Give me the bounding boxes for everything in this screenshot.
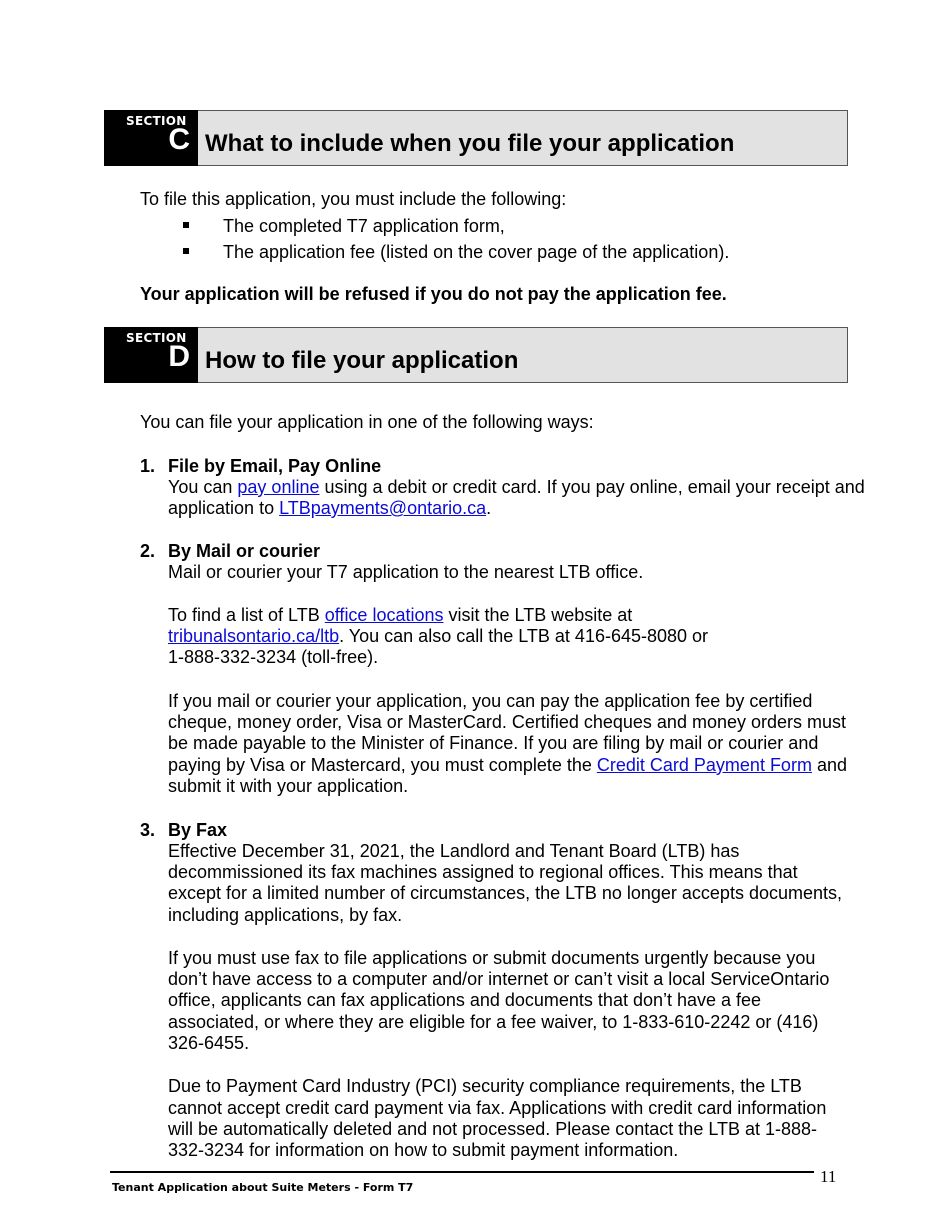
section-c-label: SECTION (126, 114, 187, 128)
method-2-paragraph-2-line-3: 1-888-332-3234 (toll-free). (168, 647, 379, 667)
bullet-icon (183, 248, 189, 254)
method-3-paragraph-2-line: 326-6455. (168, 1033, 250, 1053)
section-c-title: What to include when you file your application (205, 130, 735, 157)
method-3-paragraph-1-line: including applications, by fax. (168, 905, 403, 925)
section-d-tab (104, 327, 198, 383)
method-3-paragraph-2-line: don’t have access to a computer and/or internet or can’t visit a local ServiceOntario (168, 969, 830, 989)
page-number: 11 (820, 1167, 837, 1186)
section-c-letter: C (168, 123, 190, 156)
pay-online-link[interactable]: pay online (237, 477, 320, 497)
section-c-tab (104, 110, 198, 166)
method-2-paragraph-3-line-4: paying by Visa or Mastercard, you must complete the Credit Card Payment Form and (168, 755, 847, 775)
method-3-paragraph-3-line: cannot accept credit card payment via fax. Applications with credit card information (168, 1098, 827, 1118)
method-2-paragraph-1: Mail or courier your T7 application to the nearest LTB office. (168, 562, 644, 582)
method-3-paragraph-1-line: Effective December 31, 2021, the Landlord and Tenant Board (LTB) has (168, 841, 740, 861)
method-2-paragraph-3-line-2: cheque, money order, Visa or MasterCard. Certified cheques and money orders must (168, 712, 847, 732)
method-1-line-1: You can pay online using a debit or credit card. If you pay online, email your receipt and (168, 477, 865, 497)
section-d-title: How to file your application (205, 347, 519, 374)
credit-card-payment-form-link[interactable]: Credit Card Payment Form (596, 755, 812, 775)
footer-rule (110, 1171, 814, 1173)
method-3-paragraph-3-line: will be automatically deleted and not processed. Please contact the LTB at 1-888- (168, 1119, 818, 1139)
method-3-paragraph-2-line: associated, or where they are eligible for a fee waiver, to 1-833-610-2242 or (416) (168, 1012, 819, 1032)
method-2-paragraph-2-line-2: tribunalsontario.ca/ltb. You can also call the LTB at 416-645-8080 or (168, 626, 709, 646)
method-2-paragraph-2-line-1: To find a list of LTB office locations visit the LTB website at (168, 605, 633, 625)
fee-warning: Your application will be refused if you do not pay the application fee. (140, 284, 727, 304)
method-3-number: 3. (140, 820, 156, 840)
method-3-paragraph-2-line: If you must use fax to file applications or submit documents urgently because you (168, 948, 816, 968)
method-1-line-2: application to LTBpayments@ontario.ca. (168, 498, 492, 518)
method-1-heading: File by Email, Pay Online (168, 456, 382, 476)
office-locations-link[interactable]: office locations (324, 605, 444, 625)
footer-form-title: Tenant Application about Suite Meters - Form T7 (112, 1181, 414, 1194)
list-item: The completed T7 application form, (223, 216, 505, 236)
method-2-paragraph-3-line-5: submit it with your application. (168, 776, 409, 796)
section-c-intro: To file this application, you must include the following: (140, 189, 567, 209)
method-3-paragraph-3-line: Due to Payment Card Industry (PCI) security compliance requirements, the LTB (168, 1076, 802, 1096)
method-2-paragraph-3-line-3: be made payable to the Minister of Finance. If you are filing by mail or courier and (168, 733, 819, 753)
section-d-intro: You can file your application in one of the following ways: (140, 412, 594, 432)
section-d-letter: D (168, 340, 190, 373)
method-2-paragraph-3-line-1: If you mail or courier your application, you can pay the application fee by certified (168, 691, 813, 711)
method-3-paragraph-1-line: decommissioned its fax machines assigned to regional offices. This means that (168, 862, 798, 882)
method-3-heading: By Fax (168, 820, 228, 840)
method-3-paragraph-3-line: 332-3234 for information on how to submit payment information. (168, 1140, 679, 1160)
tribunals-ontario-link[interactable]: tribunalsontario.ca/ltb (168, 626, 340, 646)
method-3-paragraph-2-line: office, applicants can fax applications and documents that don’t have a fee (168, 990, 762, 1010)
method-2-number: 2. (140, 541, 156, 561)
section-d-label: SECTION (126, 331, 187, 345)
list-item: The application fee (listed on the cover page of the application). (223, 242, 730, 262)
method-3-paragraph-1-line: except for a limited number of circumstances, the LTB no longer accepts documents, (168, 883, 842, 903)
bullet-icon (183, 222, 189, 228)
section-c-header (104, 110, 848, 166)
section-d-header (104, 327, 848, 383)
method-1-number: 1. (140, 456, 156, 476)
ltb-payments-email-link[interactable]: LTBpayments@ontario.ca (279, 498, 487, 518)
method-2-heading: By Mail or courier (168, 541, 321, 561)
